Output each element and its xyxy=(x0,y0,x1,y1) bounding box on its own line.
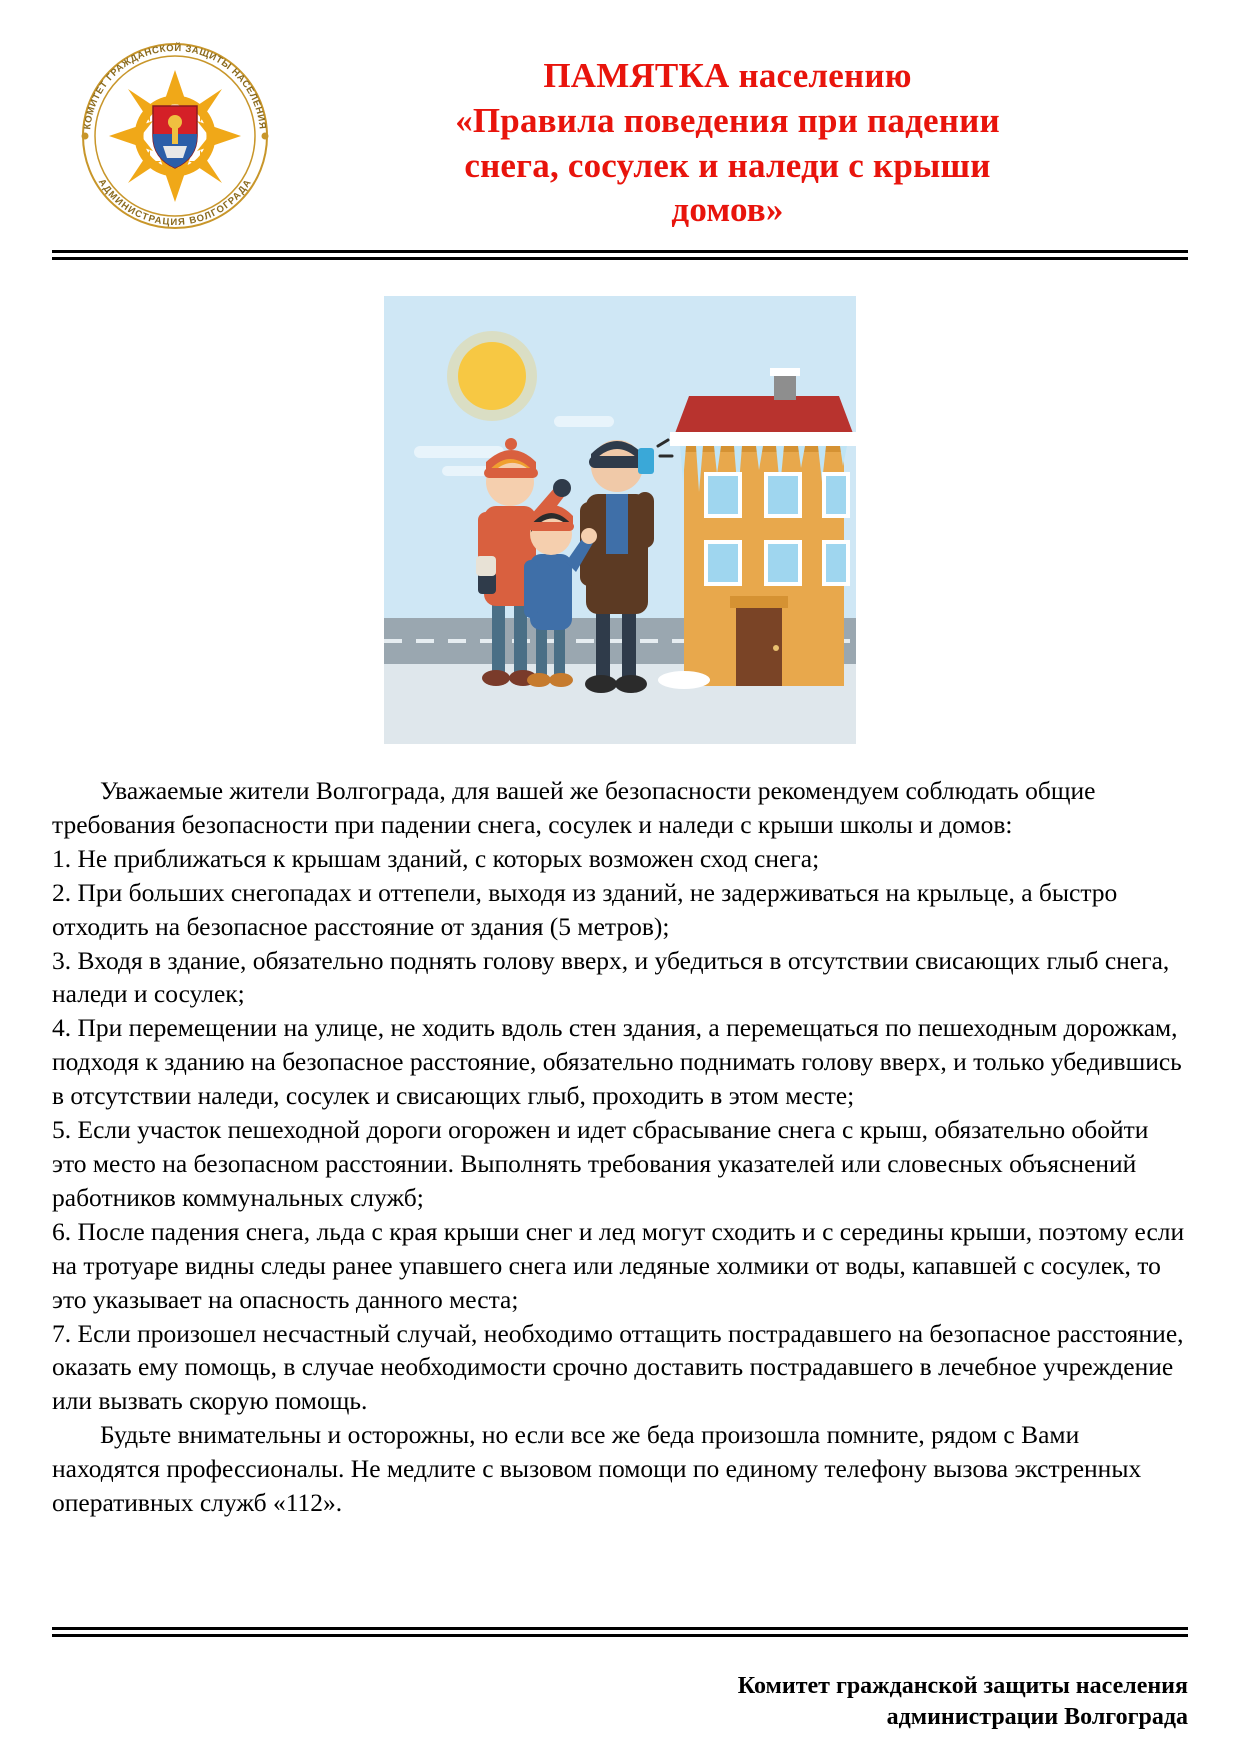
page-title xyxy=(297,30,1188,233)
title-line-1: ПАМЯТКА населению xyxy=(543,56,912,95)
rule-item-7: 7. Если произошел несчастный случай, необходимо оттащить пострадавшего на безопасное расстояние, оказать ему помощь, в случае необходимости срочно доставить пострадавшего в лечебное учреждение или вызвать скорую помощь. xyxy=(52,1318,1184,1416)
footer-line-2: администрации Волгограда xyxy=(886,1703,1188,1730)
intro-paragraph: Уважаемые жители Волгограда, для вашей же безопасности рекомендуем соблюдать общие требования безопасности при падении снега, сосулек и наледи с крыши школы и домов: xyxy=(52,776,1096,839)
rule-item-2: 2. При больших снегопадах и оттепели, выходя из зданий, не задерживаться на крыльце, а быстро отходить на безопасное расстояние от здания (5 метров); xyxy=(52,877,1118,941)
illustration-container xyxy=(52,296,1188,744)
rule-item-3: 3. Входя в здание, обязательно поднять голову вверх, и убедиться в отсутствии свисающих глыб снега, наледи и сосулек; xyxy=(52,945,1170,1009)
emblem-text-top: КОМИТЕТ ГРАЖДАНСКОЙ ЗАЩИТЫ НАСЕЛЕНИЯ xyxy=(81,42,268,131)
sun-icon xyxy=(447,331,537,421)
title-line-4: домов» xyxy=(671,190,784,230)
rule-item-4: 4. При перемещении на улице, не ходить вдоль стен здания, а перемещаться по пешеходным дорожкам, подходя к зданию на безопасное расстояние, обязательно поднимать голову вверх, и только убедившись в отсутствии наледи, сосулек и свисающих глыб, проходить в этом месте; xyxy=(52,1013,1182,1111)
illustration-svg xyxy=(384,296,856,744)
building-shape xyxy=(658,368,856,689)
rule-item-6: 6. После падения снега, льда с края крыши снег и лед могут сходить и с середины крыши, поэтому если на тротуаре видны следы ранее упавшего снега или ледяные холмики от воды, капавшей с сосулек, то это указывает на опасность данного места; xyxy=(52,1216,1185,1314)
page-header xyxy=(52,0,1188,236)
emblem-text-bottom: АДМИНИСТРАЦИЯ ВОЛГОГРАДА xyxy=(95,176,254,229)
committee-emblem xyxy=(52,30,297,236)
winter-street-illustration xyxy=(384,296,856,744)
rule-item-1: 1. Не приближаться к крышам зданий, с которых возможен сход снега; xyxy=(52,843,820,873)
page-footer xyxy=(52,1671,1188,1733)
title-line-3: снега, сосулек и наледи с крыши xyxy=(464,145,991,185)
memo-body xyxy=(52,774,1188,1520)
closing-paragraph: Будьте внимательны и осторожны, но если все же беда произошла помните, рядом с Вами находятся профессионалы. Не медлите с вызовом помощи по единому телефону вызова экстренных оперативных служб «112». xyxy=(52,1420,1142,1518)
header-divider xyxy=(52,250,1188,260)
rule-item-5: 5. Если участок пешеходной дороги огорожен и идет сбрасывание снега с крыш, обязательно обойти это место на безопасном расстоянии. Выполнять требования указателей или словесных объяснений работников коммунальных служб; xyxy=(52,1115,1149,1212)
footer-line-1: Комитет гражданской защиты населения xyxy=(737,1672,1188,1699)
title-line-2: «Правила поведения при падении xyxy=(455,100,1000,140)
emblem-icon xyxy=(60,36,290,236)
footer-divider xyxy=(52,1627,1188,1637)
